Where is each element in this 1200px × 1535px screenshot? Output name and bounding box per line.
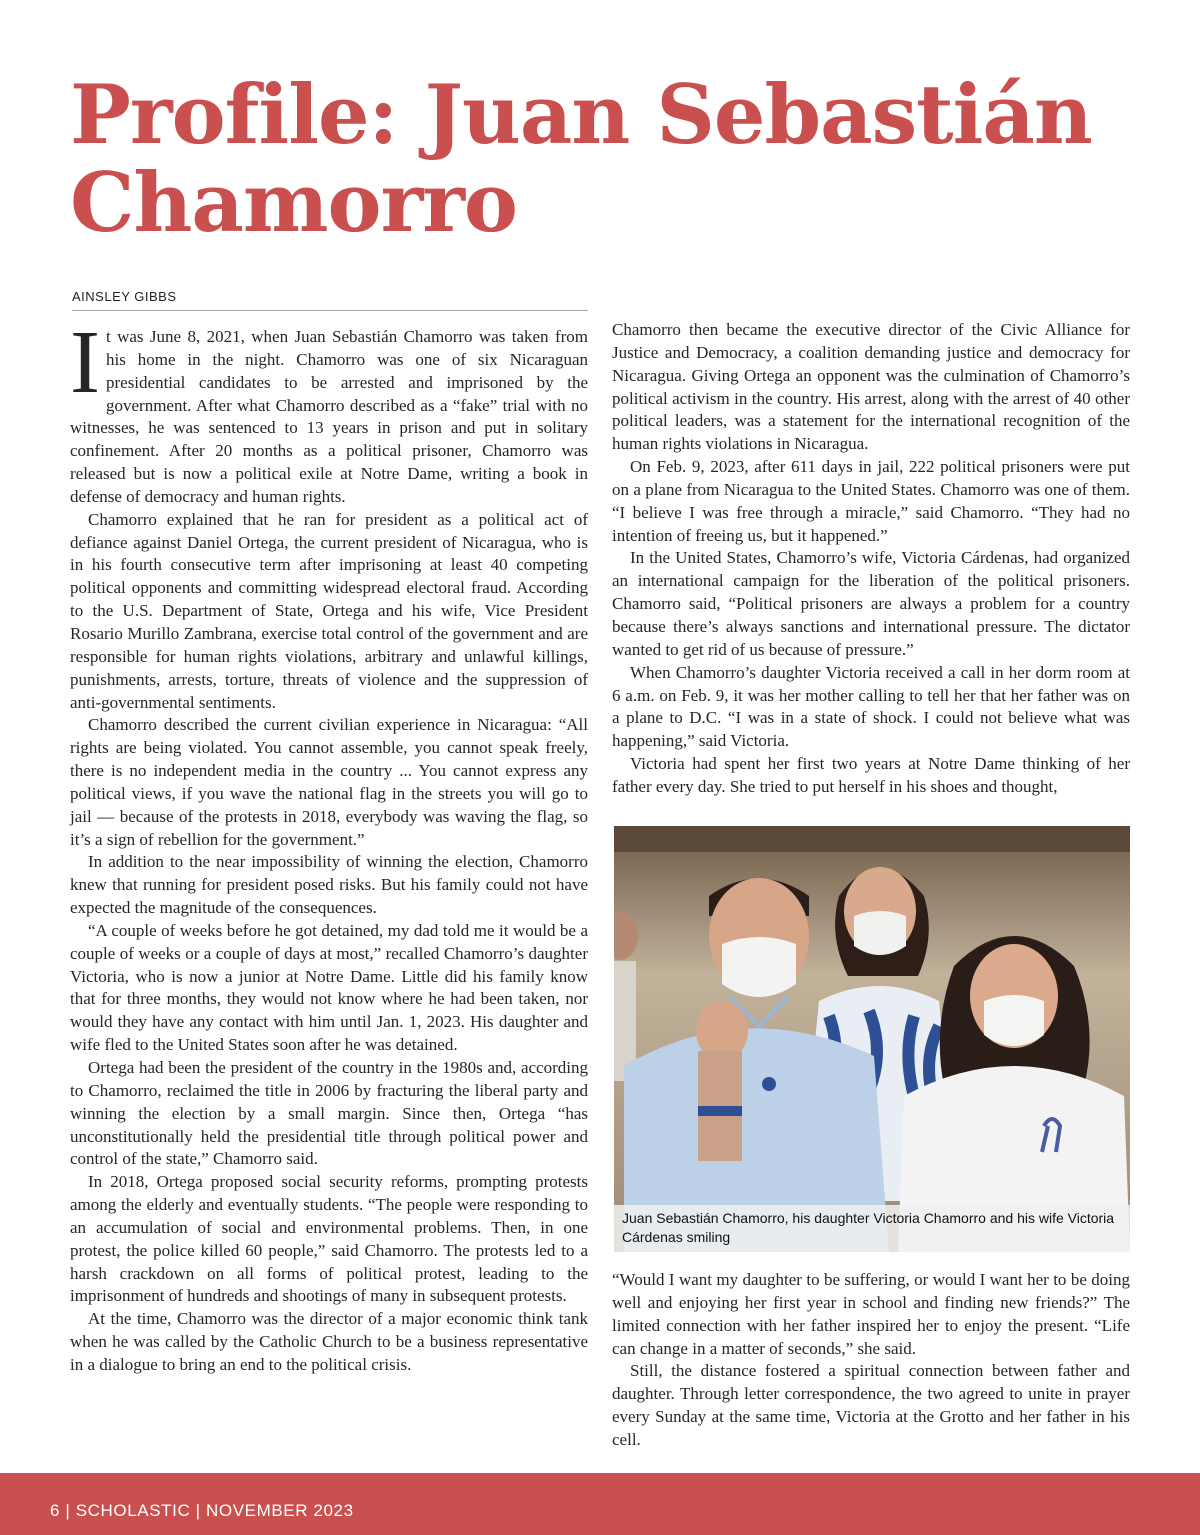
photo-illustration: [614, 826, 1130, 1252]
article-paragraph: “A couple of weeks before he got detained, my dad told me it would be a couple of weeks or a couple of days at most,” recalled Chamorro’s daughter Victoria, who is now a junior at Notre Dame. Little did his family know that for three months, they would not know where he had been taken, nor would they have any contact with him until Jan. 1, 2023. His daughter and wife fled to the United States soon after he was detained.: [70, 920, 588, 1055]
author-byline: AINSLEY GIBBS: [72, 289, 588, 311]
right-column-top: [612, 319, 1130, 799]
right-column-bottom: [612, 1269, 1130, 1452]
article-paragraph: In addition to the near impossibility of winning the election, Chamorro knew that running for president posed risks. But his family could not have expected the magnitude of the consequences.: [70, 852, 588, 918]
article-paragraph: At the time, Chamorro was the director of a major economic think tank when he was called by the Catholic Church to be a business representative in a dialogue to bring an end to the political crisis.: [70, 1309, 588, 1374]
left-column: [70, 313, 588, 1377]
drop-cap: I: [70, 313, 100, 412]
article-paragraph: In the United States, Chamorro’s wife, Victoria Cárdenas, had organized an international campaign for the liberation of the political prisoners. Chamorro said, “Political prisoners are always a problem for a country because there’s always sanctions and international pressure. The dictator wanted to get rid of us because of pressure.”: [612, 548, 1130, 659]
footer-folio: 6 | SCHOLASTIC | NOVEMBER 2023: [50, 1501, 354, 1520]
page-footer: [0, 1473, 1200, 1535]
article-paragraph: In 2018, Ortega proposed social security reforms, prompting protests among the elderly and eventually students. “The people were responding to an accumulation of social and environmental problems. Then, in one protest, the police killed 60 people,” said Chamorro. The protests led to a harsh crackdown on all forms of political protest, leading to the imprisonment of hundreds and shootings of many in subsequent protests.: [70, 1172, 588, 1306]
article-paragraph: Ortega had been the president of the country in the 1980s and, according to Chamorro, reclaimed the title in 2006 by fracturing the liberal party and winning the election by a small margin. Since then, Ortega “has unconstitutionally held the presidential title through political power and control of the state,” Chamorro said.: [70, 1058, 588, 1169]
article-paragraph: Chamorro described the current civilian experience in Nicaragua: “All rights are being violated. You cannot assemble, you cannot speak freely, there is no independent media in the country ... You cannot express any political views, if you wave the national flag in the streets you will go to jail — because of the protests in 2018, everybody was waving the flag, so it’s a sign of rebellion for the government.”: [70, 715, 588, 849]
opening-paragraph: [70, 313, 588, 509]
continued-paragraph: Chamorro then became the executive director of the Civic Alliance for Justice and Democracy, a coalition demanding justice and democracy for Nicaragua. Giving Ortega an opponent was the culmination of Chamorro’s political activism in the country. His arrest, along with the arrest of 40 other political leaders, was a statement for the international recognition of the human rights violations in Nicaragua.: [612, 320, 1130, 454]
opening-paragraph-text: t was June 8, 2021, when Juan Sebastián Chamorro was taken from his home in the night. Chamorro was one of six Nicaraguan presidential candidates to be arrested and imprisoned by the government. After what Chamorro described as a “fake” trial with no witnesses, he was sentenced to 13 years in prison and put in solitary confinement. After 20 months as a political prisoner, Chamorro was released but is now a political exile at Notre Dame, writing a book in defense of democracy and human rights.: [70, 327, 588, 506]
photo-caption: Juan Sebastián Chamorro, his daughter Victoria Chamorro and his wife Victoria Cárdenas smiling: [614, 1205, 1130, 1252]
article-paragraph: Victoria had spent her first two years at Notre Dame thinking of her father every day. She tried to put herself in his shoes and thought,: [612, 754, 1130, 796]
article-paragraph: On Feb. 9, 2023, after 611 days in jail, 222 political prisoners were put on a plane from Nicaragua to the United States. Chamorro was one of them. “I believe I was free through a miracle,” said Chamorro. “They had no intention of freeing us, but it happened.”: [612, 457, 1130, 545]
article-paragraph: Chamorro explained that he ran for president as a political act of defiance against Daniel Ortega, the current president of Nicaragua, who is in his fourth consecutive term after imprisoning at least 40 competing political opponents and committing widespread electoral fraud. According to the U.S. Department of State, Ortega and his wife, Vice President Rosario Murillo Zambrana, exercise total control of the government and are responsible for human rights violations, arbitrary and unlawful killings, punishments, arrests, torture, threats of violence and the suppression of anti-governmental sentiments.: [70, 509, 588, 712]
continued-paragraph: “Would I want my daughter to be suffering, or would I want her to be doing well and enjoying her first year in school and finding new friends?” The limited connection with her father inspired her to enjoy the present. “Life can change in a matter of seconds,” she said.: [612, 1270, 1130, 1358]
article-paragraph: When Chamorro’s daughter Victoria received a call in her dorm room at 6 a.m. on Feb. 9, it was her mother calling to tell her that her father was on a plane to D.C. “I was in a state of shock. I could not believe what was happening,” said Victoria.: [612, 662, 1130, 751]
article-photo: [614, 826, 1130, 1252]
article-paragraph: Still, the distance fostered a spiritual connection between father and daughter. Through letter correspondence, the two agreed to unite in prayer every Sunday at the same time, Victoria at the Grotto and her father in his cell.: [612, 1361, 1130, 1449]
page-title: Profile: Juan Sebastián Chamorro: [70, 68, 1092, 251]
